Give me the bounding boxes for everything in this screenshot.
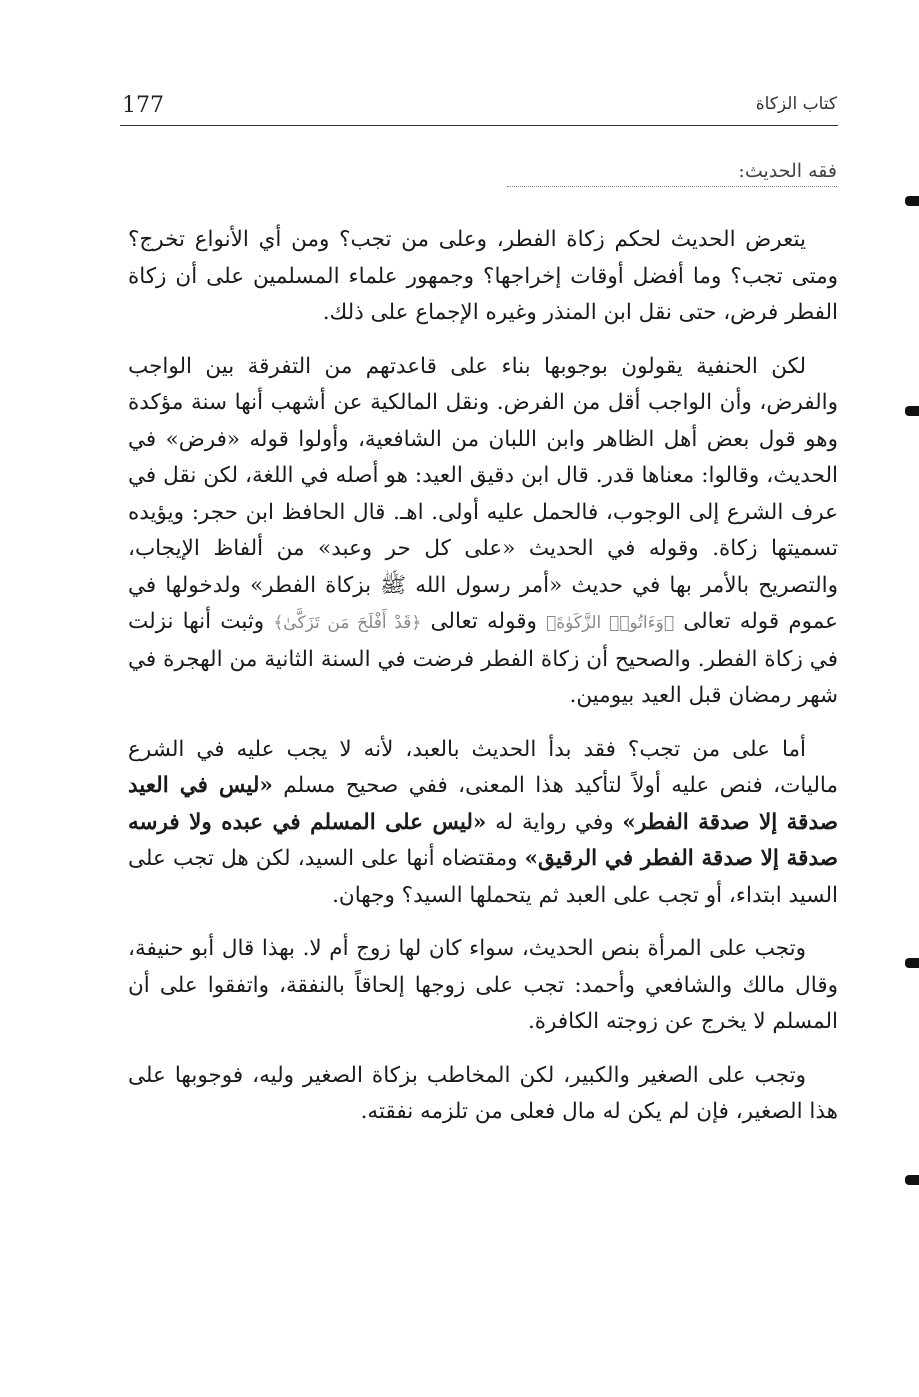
page-edge-mark: [905, 958, 919, 968]
paragraph: [128, 1058, 838, 1131]
header-rule: [120, 125, 838, 126]
hadith-quote: «ليس على المسلم في عبده ولا فرسه صدقة إلا صدقة الفطر في الرقيق»: [128, 809, 838, 871]
paragraph-text: لكن الحنفية يقولون بوجوبها بناء على قاعدتهم من التفرقة بين الواجب والفرض، وأن الواجب أقل من الفرض. ونقل المالكية عن أشهب أنها سنة مؤكدة وهو قول بعض أهل الظاهر وابن اللبان من الشافعية، وأولوا قوله «فرض» في الحديث، وقالوا: معناها قدر. قال ابن دقيق العيد: هو أصله في اللغة، لكن نقل في عرف الشرع إلى الوجوب، فالحمل عليه أولى. اهـ. قال الحافظ ابن حجر: ويؤيده تسميتها زكاة. وقوله في الحديث «على كل حر وعبد» من ألفاظ الإيجاب، والتصريح بالأمر بها في حديث «أمر رسول الله ﷺ بزكاة الفطر» ولدخولها في عموم قوله تعالى: [128, 353, 839, 634]
page-number: 177: [122, 93, 164, 118]
quran-verse: ﴿وَءَاتُوا۟ الزَّكَوٰةَ﴾: [546, 613, 675, 633]
running-head-title: كتاب الزكاة: [755, 94, 837, 114]
paragraph: [128, 931, 838, 1041]
paragraph-text: وتجب على الصغير والكبير، لكن المخاطب بزكاة الصغير وليه، فوجوبها على هذا الصغير، فإن لم يكن له مال فعلى من تلزمه نفقته.: [128, 1062, 838, 1124]
page-edge-mark: [905, 406, 919, 416]
paragraph-text: وتجب على المرأة بنص الحديث، سواء كان لها زوج أم لا. بهذا قال أبو حنيفة، وقال مالك والشافعي وأحمد: تجب على زوجها إلحاقاً بالنفقة، واتفقوا على أن المسلم لا يخرج عن زوجته الكافرة.: [128, 936, 838, 1034]
quran-verse: ﴿قَدْ أَفْلَحَ مَن تَزَكَّىٰ﴾: [273, 613, 422, 633]
paragraph-text: يتعرض الحديث لحكم زكاة الفطر، وعلى من تجب؟ ومن أي الأنواع تخرج؟ ومتى تجب؟ وما أفضل أوقات إخراجها؟ وجمهور علماء المسلمين على أن زكاة الفطر فرض، حتى نقل ابن المنذر وغيره الإجماع على ذلك.: [128, 227, 838, 325]
hadith-quote: «ليس في العيد صدقة إلا صدقة الفطر»: [128, 773, 838, 835]
paragraph-text: وقوله تعالى: [421, 609, 547, 634]
paragraph-text: وثبت أنها نزلت في زكاة الفطر. والصحيح أن زكاة الفطر فرضت في السنة الثانية من الهجرة في شهر رمضان قبل العيد بيومين.: [128, 609, 838, 708]
paragraph-text: ومقتضاه أنها على السيد، لكن هل تجب على السيد ابتداء، أو تجب على العبد ثم يتحملها السيد؟ وجهان.: [128, 846, 838, 908]
paragraph: [128, 349, 838, 715]
paragraph: [128, 732, 838, 915]
body-text: [128, 222, 838, 1148]
page-edge-mark: [905, 1175, 919, 1185]
paragraph-text: أما على من تجب؟ فقد بدأ الحديث بالعبد، لأنه لا يجب عليه في الشرع ماليات، فنص عليه أولاً لتأكيد هذا المعنى، ففي صحيح مسلم: [128, 736, 838, 798]
page-edge-mark: [905, 196, 919, 206]
paragraph-text: وفي رواية له: [486, 809, 623, 835]
paragraph: [128, 222, 838, 332]
section-heading: فقه الحديث:: [507, 160, 837, 187]
